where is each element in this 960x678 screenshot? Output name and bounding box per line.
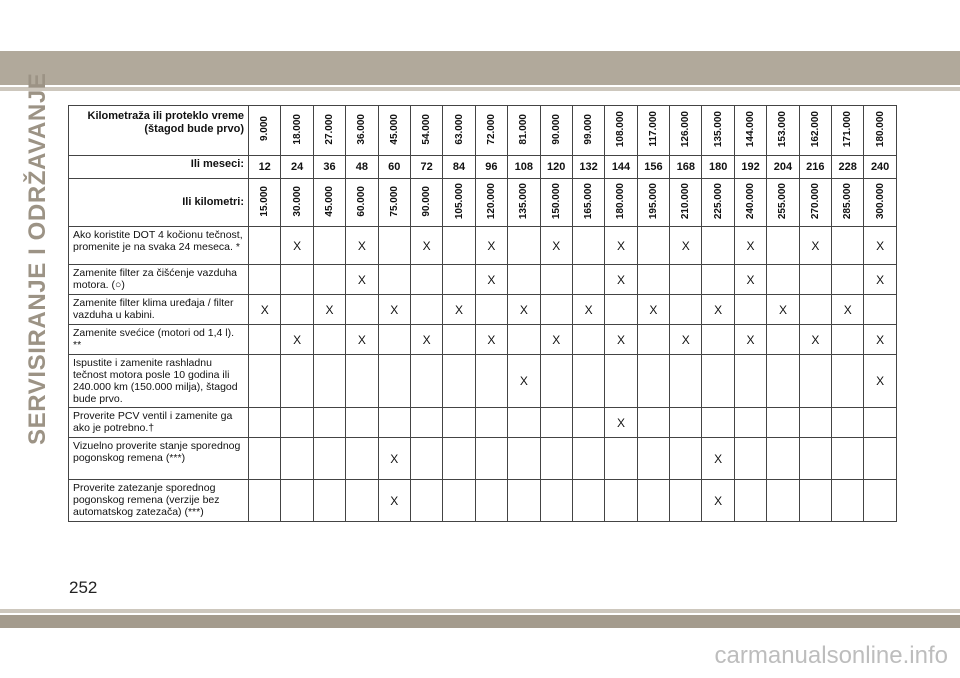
interval-mark-cell	[767, 480, 799, 522]
km-interval-cell	[346, 179, 378, 227]
miles-interval-cell	[378, 106, 410, 156]
km-interval-cell	[508, 179, 540, 227]
header-band	[0, 51, 960, 85]
month-interval-cell: 96	[475, 156, 507, 179]
interval-mark-cell	[378, 265, 410, 295]
interval-mark-cell	[346, 355, 378, 408]
interval-mark-cell	[670, 480, 702, 522]
miles-interval-label: 153.000	[777, 110, 789, 148]
interval-mark-cell	[540, 355, 572, 408]
miles-interval-cell	[281, 106, 313, 156]
miles-interval-cell	[249, 106, 281, 156]
interval-mark-cell	[540, 480, 572, 522]
interval-mark-cell	[313, 438, 345, 480]
interval-mark-cell	[508, 480, 540, 522]
miles-interval-cell	[864, 106, 896, 156]
km-interval-cell	[313, 179, 345, 227]
task-row	[69, 325, 897, 355]
interval-mark-cell	[605, 480, 637, 522]
interval-mark-cell: X	[605, 408, 637, 438]
interval-mark-cell	[249, 355, 281, 408]
interval-mark-cell	[410, 355, 442, 408]
interval-mark-cell	[702, 265, 734, 295]
miles-interval-label: 18.000	[291, 113, 303, 145]
interval-mark-cell	[864, 295, 896, 325]
miles-interval-label: 63.000	[453, 113, 465, 145]
miles-interval-cell	[767, 106, 799, 156]
km-interval-label: 240.000	[745, 182, 757, 220]
miles-interval-cell	[540, 106, 572, 156]
miles-interval-cell	[410, 106, 442, 156]
miles-interval-label: 135.000	[712, 110, 724, 148]
interval-mark-cell	[443, 265, 475, 295]
interval-mark-cell: X	[378, 438, 410, 480]
interval-mark-cell	[540, 408, 572, 438]
interval-mark-cell: X	[702, 438, 734, 480]
interval-mark-cell	[799, 480, 831, 522]
interval-mark-cell	[637, 480, 669, 522]
interval-mark-cell	[281, 355, 313, 408]
maintenance-schedule-table	[68, 105, 897, 522]
month-interval-cell: 72	[410, 156, 442, 179]
interval-mark-cell	[281, 408, 313, 438]
miles-interval-label: 27.000	[323, 113, 335, 145]
interval-mark-cell	[313, 355, 345, 408]
interval-mark-cell	[767, 227, 799, 265]
interval-mark-cell	[702, 355, 734, 408]
km-interval-cell	[281, 179, 313, 227]
km-interval-cell	[702, 179, 734, 227]
interval-mark-cell	[443, 355, 475, 408]
interval-mark-cell: X	[864, 325, 896, 355]
miles-interval-cell	[475, 106, 507, 156]
miles-header-row	[69, 106, 897, 156]
interval-mark-cell	[443, 408, 475, 438]
interval-mark-cell	[864, 408, 896, 438]
km-interval-label: 210.000	[680, 182, 692, 220]
interval-mark-cell	[670, 295, 702, 325]
interval-mark-cell	[734, 438, 766, 480]
km-interval-label: 60.000	[356, 185, 368, 217]
task-label: Zamenite filter za čišćenje vazduha motora. (○)	[69, 265, 249, 295]
interval-mark-cell: X	[864, 355, 896, 408]
task-row	[69, 227, 897, 265]
miles-interval-label: 162.000	[809, 110, 821, 148]
interval-mark-cell	[702, 227, 734, 265]
interval-mark-cell: X	[475, 227, 507, 265]
months-label: Ili meseci:	[69, 156, 249, 179]
month-interval-cell: 60	[378, 156, 410, 179]
interval-mark-cell	[508, 325, 540, 355]
miles-interval-cell	[508, 106, 540, 156]
km-interval-label: 30.000	[291, 185, 303, 217]
interval-mark-cell: X	[443, 295, 475, 325]
interval-mark-cell	[313, 325, 345, 355]
task-row	[69, 265, 897, 295]
header-rule	[0, 87, 960, 91]
month-interval-cell: 108	[508, 156, 540, 179]
interval-mark-cell	[572, 227, 604, 265]
interval-mark-cell: X	[475, 265, 507, 295]
km-interval-label: 120.000	[485, 182, 497, 220]
task-label: Zamenite filter klima uređaja / filter vazduha u kabini.	[69, 295, 249, 325]
month-interval-cell: 180	[702, 156, 734, 179]
km-interval-label: 255.000	[777, 182, 789, 220]
miles-interval-cell	[799, 106, 831, 156]
miles-interval-cell	[832, 106, 864, 156]
interval-mark-cell	[572, 438, 604, 480]
interval-mark-cell: X	[313, 295, 345, 325]
interval-mark-cell: X	[540, 227, 572, 265]
interval-mark-cell	[508, 408, 540, 438]
km-interval-label: 45.000	[323, 185, 335, 217]
interval-mark-cell	[313, 408, 345, 438]
month-interval-cell: 144	[605, 156, 637, 179]
km-interval-label: 90.000	[421, 185, 433, 217]
interval-mark-cell	[670, 408, 702, 438]
miles-interval-label: 36.000	[356, 113, 368, 145]
interval-mark-cell	[249, 438, 281, 480]
interval-mark-cell	[475, 480, 507, 522]
interval-mark-cell: X	[605, 227, 637, 265]
interval-mark-cell	[799, 408, 831, 438]
interval-mark-cell	[832, 438, 864, 480]
task-label: Ako koristite DOT 4 kočionu tečnost, promenite je na svaka 24 meseca. *	[69, 227, 249, 265]
miles-interval-cell	[572, 106, 604, 156]
interval-mark-cell: X	[799, 325, 831, 355]
interval-mark-cell: X	[281, 325, 313, 355]
month-interval-cell: 156	[637, 156, 669, 179]
task-label: Vizuelno proverite stanje sporednog pogonskog remena (***)	[69, 438, 249, 480]
interval-mark-cell	[572, 355, 604, 408]
interval-mark-cell	[475, 438, 507, 480]
interval-mark-cell	[410, 295, 442, 325]
month-interval-cell: 36	[313, 156, 345, 179]
interval-mark-cell	[832, 408, 864, 438]
miles-interval-label: 90.000	[550, 113, 562, 145]
interval-mark-cell	[637, 408, 669, 438]
interval-mark-cell	[475, 295, 507, 325]
mileage-header-label: Kilometraža ili proteklo vreme (štagod bude prvo)	[69, 106, 249, 156]
interval-mark-cell	[281, 438, 313, 480]
interval-mark-cell	[410, 438, 442, 480]
interval-mark-cell	[475, 408, 507, 438]
interval-mark-cell: X	[832, 295, 864, 325]
interval-mark-cell	[605, 438, 637, 480]
month-interval-cell: 240	[864, 156, 896, 179]
page-number: 252	[69, 578, 98, 597]
miles-interval-label: 108.000	[615, 110, 627, 148]
interval-mark-cell	[378, 408, 410, 438]
interval-mark-cell	[249, 325, 281, 355]
interval-mark-cell	[637, 227, 669, 265]
interval-mark-cell: X	[508, 355, 540, 408]
interval-mark-cell: X	[637, 295, 669, 325]
interval-mark-cell	[799, 438, 831, 480]
interval-mark-cell: X	[605, 265, 637, 295]
task-label: Proverite PCV ventil i zamenite ga ako je potrebno.†	[69, 408, 249, 438]
interval-mark-cell	[702, 325, 734, 355]
month-interval-cell: 216	[799, 156, 831, 179]
interval-mark-cell	[378, 355, 410, 408]
km-interval-cell	[864, 179, 896, 227]
task-row	[69, 438, 897, 480]
interval-mark-cell	[475, 355, 507, 408]
month-interval-cell: 168	[670, 156, 702, 179]
interval-mark-cell: X	[378, 480, 410, 522]
interval-mark-cell: X	[410, 325, 442, 355]
interval-mark-cell	[832, 355, 864, 408]
interval-mark-cell	[637, 325, 669, 355]
interval-mark-cell	[767, 355, 799, 408]
interval-mark-cell	[637, 438, 669, 480]
km-interval-label: 195.000	[647, 182, 659, 220]
interval-mark-cell: X	[346, 265, 378, 295]
interval-mark-cell	[605, 355, 637, 408]
interval-mark-cell	[443, 325, 475, 355]
interval-mark-cell: X	[767, 295, 799, 325]
interval-mark-cell	[799, 265, 831, 295]
miles-interval-cell	[346, 106, 378, 156]
interval-mark-cell: X	[702, 480, 734, 522]
km-interval-label: 15.000	[259, 185, 271, 217]
km-interval-label: 75.000	[388, 185, 400, 217]
miles-interval-cell	[670, 106, 702, 156]
interval-mark-cell	[508, 265, 540, 295]
month-interval-cell: 12	[249, 156, 281, 179]
month-interval-cell: 48	[346, 156, 378, 179]
interval-mark-cell	[346, 408, 378, 438]
km-interval-label: 165.000	[583, 182, 595, 220]
interval-mark-cell: X	[670, 325, 702, 355]
interval-mark-cell	[346, 295, 378, 325]
interval-mark-cell	[313, 227, 345, 265]
interval-mark-cell	[832, 480, 864, 522]
interval-mark-cell	[410, 408, 442, 438]
interval-mark-cell	[670, 355, 702, 408]
interval-mark-cell: X	[249, 295, 281, 325]
interval-mark-cell	[508, 227, 540, 265]
interval-mark-cell	[864, 480, 896, 522]
km-interval-cell	[475, 179, 507, 227]
interval-mark-cell: X	[734, 227, 766, 265]
interval-mark-cell	[249, 227, 281, 265]
interval-mark-cell	[572, 325, 604, 355]
interval-mark-cell	[508, 438, 540, 480]
miles-interval-label: 81.000	[518, 113, 530, 145]
km-interval-label: 150.000	[550, 182, 562, 220]
interval-mark-cell	[249, 408, 281, 438]
interval-mark-cell	[572, 408, 604, 438]
task-row	[69, 408, 897, 438]
month-interval-cell: 228	[832, 156, 864, 179]
interval-mark-cell	[540, 295, 572, 325]
interval-mark-cell	[249, 265, 281, 295]
km-interval-label: 135.000	[518, 182, 530, 220]
miles-interval-label: 54.000	[421, 113, 433, 145]
interval-mark-cell	[832, 265, 864, 295]
interval-mark-cell	[767, 408, 799, 438]
interval-mark-cell	[443, 227, 475, 265]
footer-rule	[0, 609, 960, 613]
km-interval-cell	[734, 179, 766, 227]
month-interval-cell: 204	[767, 156, 799, 179]
interval-mark-cell: X	[734, 325, 766, 355]
interval-mark-cell	[540, 438, 572, 480]
task-row	[69, 295, 897, 325]
miles-interval-label: 126.000	[680, 110, 692, 148]
miles-interval-cell	[637, 106, 669, 156]
km-interval-label: 180.000	[615, 182, 627, 220]
km-interval-cell	[832, 179, 864, 227]
interval-mark-cell: X	[475, 325, 507, 355]
interval-mark-cell	[346, 480, 378, 522]
miles-interval-cell	[702, 106, 734, 156]
interval-mark-cell: X	[799, 227, 831, 265]
km-interval-cell	[767, 179, 799, 227]
interval-mark-cell	[734, 480, 766, 522]
interval-mark-cell	[443, 480, 475, 522]
interval-mark-cell	[670, 265, 702, 295]
interval-mark-cell: X	[670, 227, 702, 265]
task-row	[69, 355, 897, 408]
interval-mark-cell	[734, 355, 766, 408]
km-interval-label: 300.000	[874, 182, 886, 220]
km-interval-cell	[670, 179, 702, 227]
month-interval-cell: 24	[281, 156, 313, 179]
interval-mark-cell	[832, 227, 864, 265]
watermark: carmanualsonline.info	[714, 642, 948, 669]
interval-mark-cell	[378, 227, 410, 265]
miles-interval-cell	[734, 106, 766, 156]
interval-mark-cell: X	[605, 325, 637, 355]
interval-mark-cell: X	[864, 227, 896, 265]
km-interval-cell	[410, 179, 442, 227]
interval-mark-cell	[637, 355, 669, 408]
miles-interval-label: 117.000	[647, 111, 659, 147]
km-header-row	[69, 179, 897, 227]
km-interval-cell	[249, 179, 281, 227]
interval-mark-cell	[572, 480, 604, 522]
interval-mark-cell: X	[864, 265, 896, 295]
task-label: Zamenite svećice (motori od 1,4 l). **	[69, 325, 249, 355]
miles-interval-label: 180.000	[874, 110, 886, 148]
km-interval-label: 225.000	[712, 182, 724, 220]
miles-interval-cell	[605, 106, 637, 156]
interval-mark-cell: X	[734, 265, 766, 295]
miles-interval-label: 72.000	[485, 113, 497, 145]
km-interval-cell	[443, 179, 475, 227]
interval-mark-cell	[767, 265, 799, 295]
interval-mark-cell	[572, 265, 604, 295]
interval-mark-cell	[832, 325, 864, 355]
interval-mark-cell	[734, 408, 766, 438]
month-interval-cell: 84	[443, 156, 475, 179]
km-interval-label: 270.000	[809, 182, 821, 220]
interval-mark-cell: X	[410, 227, 442, 265]
month-interval-cell: 132	[572, 156, 604, 179]
miles-interval-label: 144.000	[745, 110, 757, 148]
interval-mark-cell	[281, 480, 313, 522]
interval-mark-cell	[249, 480, 281, 522]
km-interval-cell	[605, 179, 637, 227]
km-interval-label: 105.000	[453, 182, 465, 220]
km-interval-cell	[572, 179, 604, 227]
footer-band	[0, 615, 960, 628]
miles-interval-label: 45.000	[388, 113, 400, 145]
section-title: SERVISIRANJE I ODRŽAVANJE	[24, 72, 51, 445]
interval-mark-cell	[799, 355, 831, 408]
miles-interval-label: 9.000	[259, 116, 271, 142]
interval-mark-cell	[734, 295, 766, 325]
miles-interval-cell	[313, 106, 345, 156]
interval-mark-cell: X	[346, 227, 378, 265]
interval-mark-cell: X	[378, 295, 410, 325]
interval-mark-cell	[767, 325, 799, 355]
km-interval-cell	[799, 179, 831, 227]
interval-mark-cell	[346, 438, 378, 480]
interval-mark-cell	[410, 480, 442, 522]
miles-interval-label: 171.000	[842, 110, 854, 148]
miles-interval-cell	[443, 106, 475, 156]
interval-mark-cell	[540, 265, 572, 295]
interval-mark-cell	[281, 295, 313, 325]
interval-mark-cell	[702, 408, 734, 438]
month-interval-cell: 120	[540, 156, 572, 179]
interval-mark-cell	[281, 265, 313, 295]
interval-mark-cell	[864, 438, 896, 480]
months-row	[69, 156, 897, 179]
task-label: Proverite zatezanje sporednog pogonskog remena (verzije bez automatskog zatezača) (***)	[69, 480, 249, 522]
interval-mark-cell	[637, 265, 669, 295]
task-label: Ispustite i zamenite rashladnu tečnost motora posle 10 godina ili 240.000 km (150.000 milja), štagod bude prvo.	[69, 355, 249, 408]
interval-mark-cell	[605, 295, 637, 325]
month-interval-cell: 192	[734, 156, 766, 179]
interval-mark-cell: X	[281, 227, 313, 265]
interval-mark-cell	[313, 480, 345, 522]
km-interval-cell	[378, 179, 410, 227]
miles-interval-label: 99.000	[583, 113, 595, 145]
interval-mark-cell	[670, 438, 702, 480]
interval-mark-cell	[378, 325, 410, 355]
task-row	[69, 480, 897, 522]
km-label: Ili kilometri:	[69, 179, 249, 227]
interval-mark-cell: X	[346, 325, 378, 355]
interval-mark-cell	[443, 438, 475, 480]
interval-mark-cell: X	[572, 295, 604, 325]
km-interval-cell	[540, 179, 572, 227]
interval-mark-cell	[767, 438, 799, 480]
interval-mark-cell	[313, 265, 345, 295]
km-interval-cell	[637, 179, 669, 227]
interval-mark-cell: X	[540, 325, 572, 355]
interval-mark-cell: X	[702, 295, 734, 325]
interval-mark-cell	[410, 265, 442, 295]
km-interval-label: 285.000	[842, 182, 854, 220]
interval-mark-cell: X	[508, 295, 540, 325]
interval-mark-cell	[799, 295, 831, 325]
